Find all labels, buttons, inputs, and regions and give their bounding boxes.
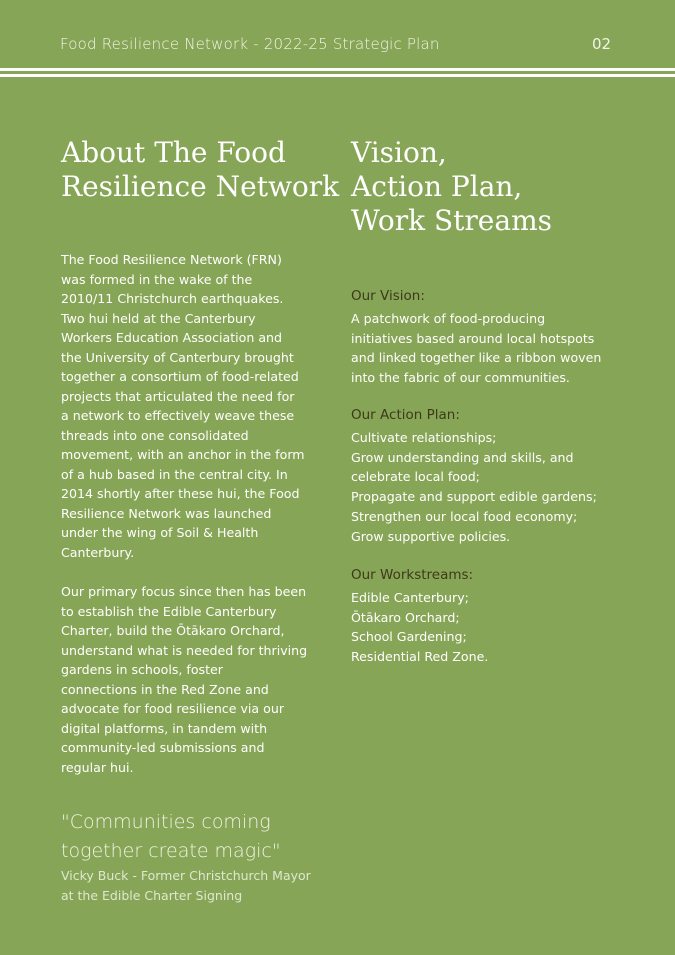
about-paragraph-1 bbox=[61, 250, 305, 562]
vision-label: Our Vision: bbox=[351, 288, 425, 304]
text-line: together a consortium of food-related bbox=[61, 369, 299, 384]
text-line: Workers Education Association and bbox=[61, 330, 283, 345]
text-line: School Gardening; bbox=[351, 629, 467, 645]
text-line: threads into one consolidated bbox=[61, 427, 249, 443]
text-line: Grow understanding and skills, and bbox=[351, 449, 574, 465]
text-line: Edible Canterbury; bbox=[351, 590, 469, 605]
text-line: Ōtākaro Orchard; bbox=[351, 609, 460, 625]
text-line: under the wing of Soil & Health bbox=[61, 525, 259, 540]
heading-line: About The Food bbox=[61, 136, 286, 169]
quote-line: "Communities coming bbox=[61, 811, 271, 833]
heading-line: Work Streams bbox=[351, 204, 552, 237]
about-heading bbox=[61, 136, 339, 204]
quote-attribution bbox=[61, 866, 311, 906]
text-line: Residential Red Zone. bbox=[351, 649, 489, 665]
header-rule-bottom bbox=[0, 74, 675, 77]
page-number: 02 bbox=[592, 35, 612, 53]
text-line: connections in the Red Zone and bbox=[61, 681, 269, 697]
text-line: The Food Resilience Network (FRN) bbox=[61, 252, 282, 267]
vision-heading bbox=[351, 136, 552, 238]
text-line: A patchwork of food-producing bbox=[351, 311, 546, 326]
text-line: community-led submissions and bbox=[61, 740, 265, 755]
attribution-line: Vicky Buck - Former Christchurch Mayor bbox=[61, 868, 311, 883]
text-line: projects that articulated the need for bbox=[61, 388, 295, 404]
text-line: Canterbury. bbox=[61, 544, 135, 560]
action-plan-text bbox=[351, 428, 597, 546]
page-header bbox=[0, 0, 675, 66]
text-line: Resilience Network was launched bbox=[61, 505, 272, 521]
text-line: Charter, build the Ōtākaro Orchard, bbox=[61, 623, 285, 638]
document-title: Food Resilience Network - 2022-25 Strategic Plan bbox=[60, 35, 440, 53]
heading-line: Resilience Network bbox=[61, 170, 340, 203]
text-line: Our primary focus since then has been bbox=[61, 584, 307, 599]
text-line: and linked together like a ribbon woven bbox=[351, 350, 602, 366]
action-plan-label: Our Action Plan: bbox=[351, 407, 460, 423]
text-line: 2014 shortly after these hui, the Food bbox=[61, 486, 300, 501]
text-line: into the fabric of our communities. bbox=[351, 370, 570, 386]
workstreams-text bbox=[351, 588, 488, 667]
text-line: movement, with an anchor in the form bbox=[61, 447, 305, 462]
text-line: initiatives based around local hotspots bbox=[351, 330, 595, 346]
text-line: the University of Canterbury brought bbox=[61, 349, 294, 365]
text-line: regular hui. bbox=[61, 759, 134, 775]
text-line: understand what is needed for thriving bbox=[61, 642, 308, 658]
text-line: Two hui held at the Canterbury bbox=[61, 310, 256, 326]
heading-line: Vision, bbox=[351, 136, 447, 169]
text-line: a network to effectively weave these bbox=[61, 408, 295, 423]
text-line: gardens in schools, foster bbox=[61, 662, 223, 677]
workstreams-label: Our Workstreams: bbox=[351, 567, 474, 583]
text-line: Propagate and support edible gardens; bbox=[351, 489, 597, 505]
text-line: Strengthen our local food economy; bbox=[351, 508, 578, 524]
text-line: was formed in the wake of the bbox=[61, 271, 253, 287]
heading-line: Action Plan, bbox=[351, 170, 523, 203]
attribution-line: at the Edible Charter Signing bbox=[61, 888, 243, 903]
text-line: advocate for food resilience via our bbox=[61, 701, 285, 716]
quote-line: together create magic" bbox=[61, 840, 281, 862]
header-rule-top bbox=[0, 68, 675, 71]
text-line: digital platforms, in tandem with bbox=[61, 720, 268, 736]
about-paragraph-2 bbox=[61, 582, 307, 777]
vision-text bbox=[351, 309, 601, 388]
text-line: 2010/11 Christchurch earthquakes. bbox=[61, 291, 284, 306]
text-line: celebrate local food; bbox=[351, 469, 480, 485]
pull-quote bbox=[61, 808, 281, 866]
text-line: to establish the Edible Canterbury bbox=[61, 603, 277, 619]
text-line: of a hub based in the central city. In bbox=[61, 466, 288, 482]
text-line: Cultivate relationships; bbox=[351, 430, 497, 445]
text-line: Grow supportive policies. bbox=[351, 528, 511, 544]
